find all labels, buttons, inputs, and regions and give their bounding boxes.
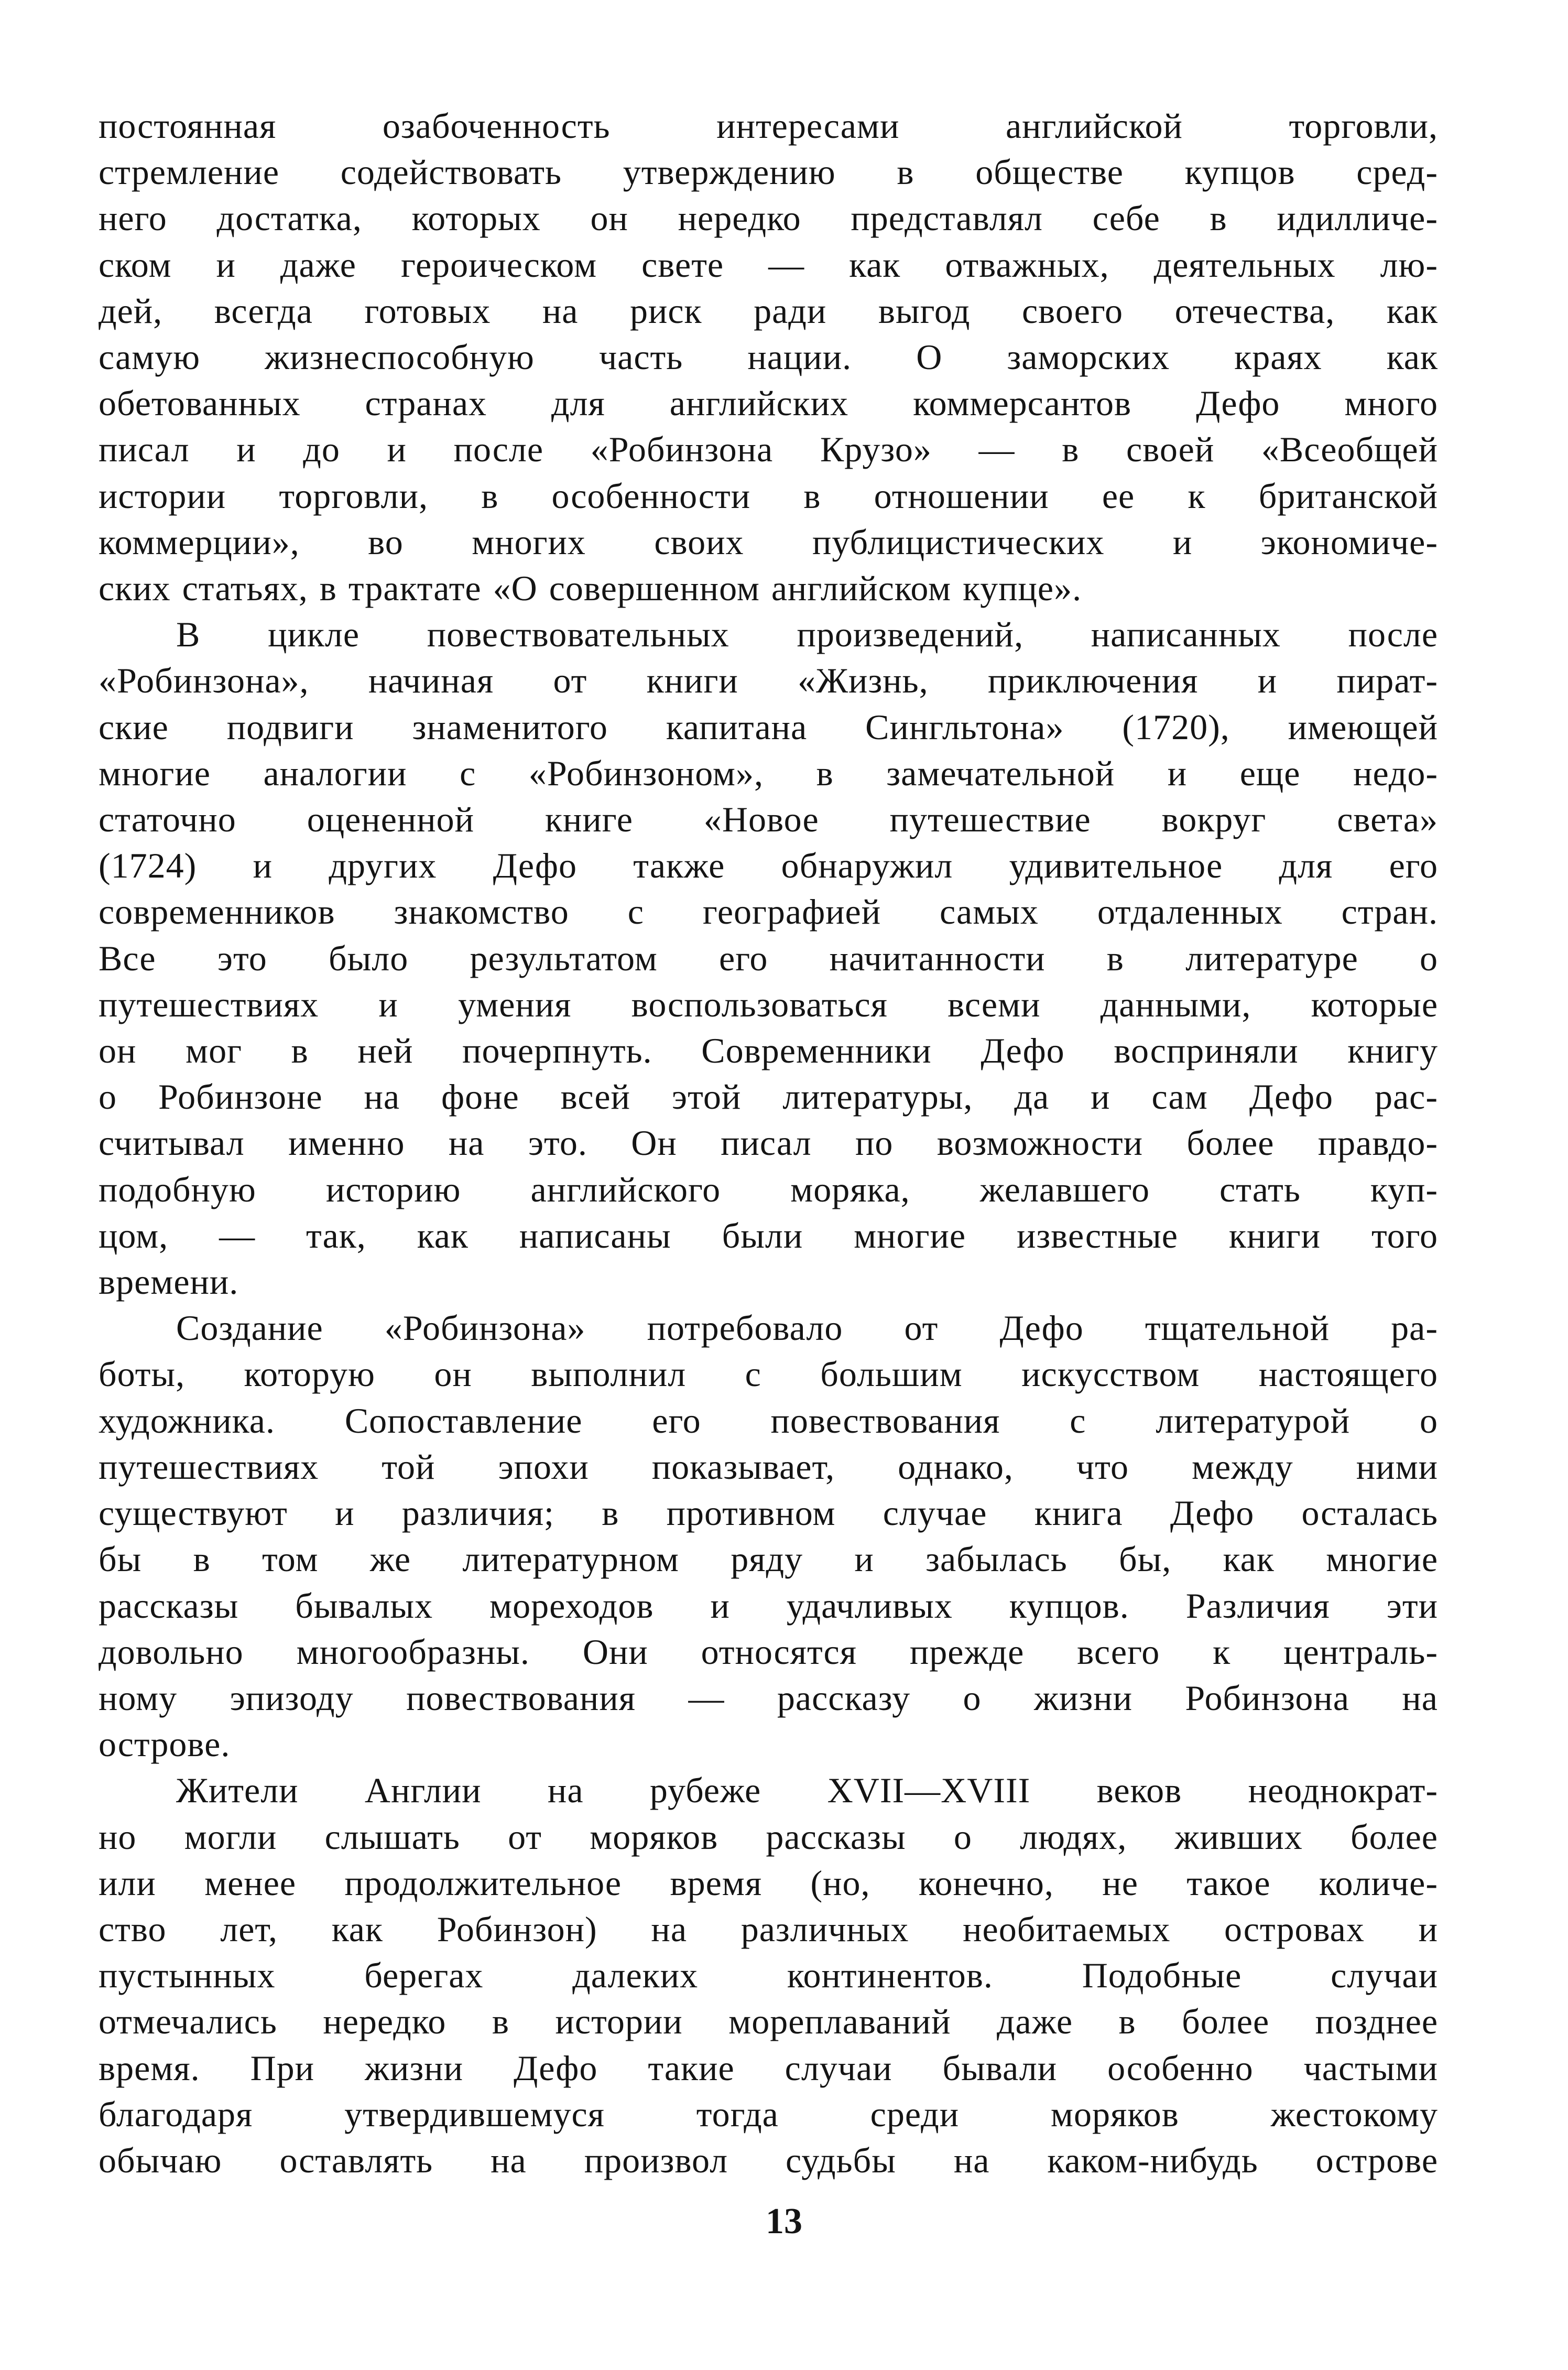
text-line: о Робинзоне на фоне всей этой литературы, да и сам Дефо рас- xyxy=(99,1077,1438,1117)
page-number: 13 xyxy=(766,2201,802,2242)
text-line: ские подвиги знаменитого капитана Сингльтона» (1720), имеющей xyxy=(99,707,1438,747)
text-line: боты, которую он выполнил с большим искусством настоящего xyxy=(99,1354,1438,1394)
text-line: Все это было результатом его начитанности в литературе о xyxy=(99,938,1438,978)
text-line: благодаря утвердившемуся тогда среди моряков жестокому xyxy=(99,2094,1438,2134)
text-line: стремление содействовать утверждению в обществе купцов сред- xyxy=(99,152,1438,192)
text-line: время. При жизни Дефо такие случаи бывали особенно частыми xyxy=(99,2048,1438,2088)
body-text xyxy=(99,103,1438,2183)
text-line: но могли слышать от моряков рассказы о людях, живших более xyxy=(99,1816,1438,1857)
text-line: считывал именно на это. Он писал по возможности более правдо- xyxy=(99,1123,1438,1163)
text-line: Создание «Робинзона» потребовало от Дефо тщательной ра- xyxy=(176,1308,1438,1348)
text-line: истории торговли, в особенности в отношении ее к британской xyxy=(99,475,1438,516)
text-line: обычаю оставлять на произвол судьбы на каком-нибудь острове xyxy=(99,2140,1438,2180)
text-line: времени. xyxy=(99,1262,239,1302)
text-line: самую жизнеспособную часть нации. О заморских краях как xyxy=(99,337,1438,377)
text-line: обетованных странах для английских коммерсантов Дефо много xyxy=(99,383,1438,424)
text-line: подобную историю английского моряка, желавшего стать куп- xyxy=(99,1169,1438,1209)
text-line: ство лет, как Робинзон) на различных необитаемых островах и xyxy=(99,1909,1438,1949)
text-line: рассказы бывалых мореходов и удачливых купцов. Различия эти xyxy=(99,1585,1438,1626)
text-line: пустынных берегах далеких континентов. Подобные случаи xyxy=(99,1955,1438,1996)
text-line: или менее продолжительное время (но, конечно, не такое количе- xyxy=(99,1863,1438,1903)
text-line: коммерции», во многих своих публицистических и экономиче- xyxy=(99,522,1438,562)
text-line: «Робинзона», начиная от книги «Жизнь, приключения и пират- xyxy=(99,661,1438,701)
text-line: бы в том же литературном ряду и забылась бы, как многие xyxy=(99,1539,1438,1579)
text-line: цом, — так, как написаны были многие известные книги того xyxy=(99,1215,1438,1256)
text-line: существуют и различия; в противном случае книга Дефо осталась xyxy=(99,1493,1438,1533)
text-line: (1724) и других Дефо также обнаружил удивительное для его xyxy=(99,846,1438,886)
text-line: современников знакомство с географией самых отдаленных стран. xyxy=(99,892,1438,932)
text-line: художника. Сопоставление его повествования с литературой о xyxy=(99,1400,1438,1441)
text-line: постоянная озабоченность интересами английской торговли, xyxy=(99,106,1438,146)
text-line: писал и до и после «Робинзона Крузо» — в своей «Всеобщей xyxy=(99,429,1438,470)
text-line: ских статьях, в трактате «О совершенном английском купце». xyxy=(99,568,1082,609)
text-line: него достатка, которых он нередко представлял себе в идилличе- xyxy=(99,198,1438,239)
text-line: дей, всегда готовых на риск ради выгод своего отечества, как xyxy=(99,290,1438,331)
text-line: ному эпизоду повествования — рассказу о жизни Робинзона на xyxy=(99,1678,1438,1718)
text-line: ском и даже героическом свете — как отважных, деятельных лю- xyxy=(99,244,1438,285)
text-line: путешествиях той эпохи показывает, однако, что между ними xyxy=(99,1446,1438,1487)
text-line: отмечались нередко в истории мореплаваний даже в более позднее xyxy=(99,2001,1438,2042)
text-line: довольно многообразны. Они относятся прежде всего к централь- xyxy=(99,1631,1438,1672)
text-line: он мог в ней почерпнуть. Современники Дефо восприняли книгу xyxy=(99,1031,1438,1071)
text-line: острове. xyxy=(99,1724,231,1765)
text-line: путешествиях и умения воспользоваться всеми данными, которые xyxy=(99,984,1438,1024)
text-line: Жители Англии на рубеже XVII—XVIII веков неоднократ- xyxy=(176,1770,1438,1811)
text-line: многие аналогии с «Робинзоном», в замечательной и еще недо- xyxy=(99,753,1438,793)
text-line: В цикле повествовательных произведений, написанных после xyxy=(176,614,1438,655)
text-line: статочно оцененной книге «Новое путешествие вокруг света» xyxy=(99,799,1438,840)
